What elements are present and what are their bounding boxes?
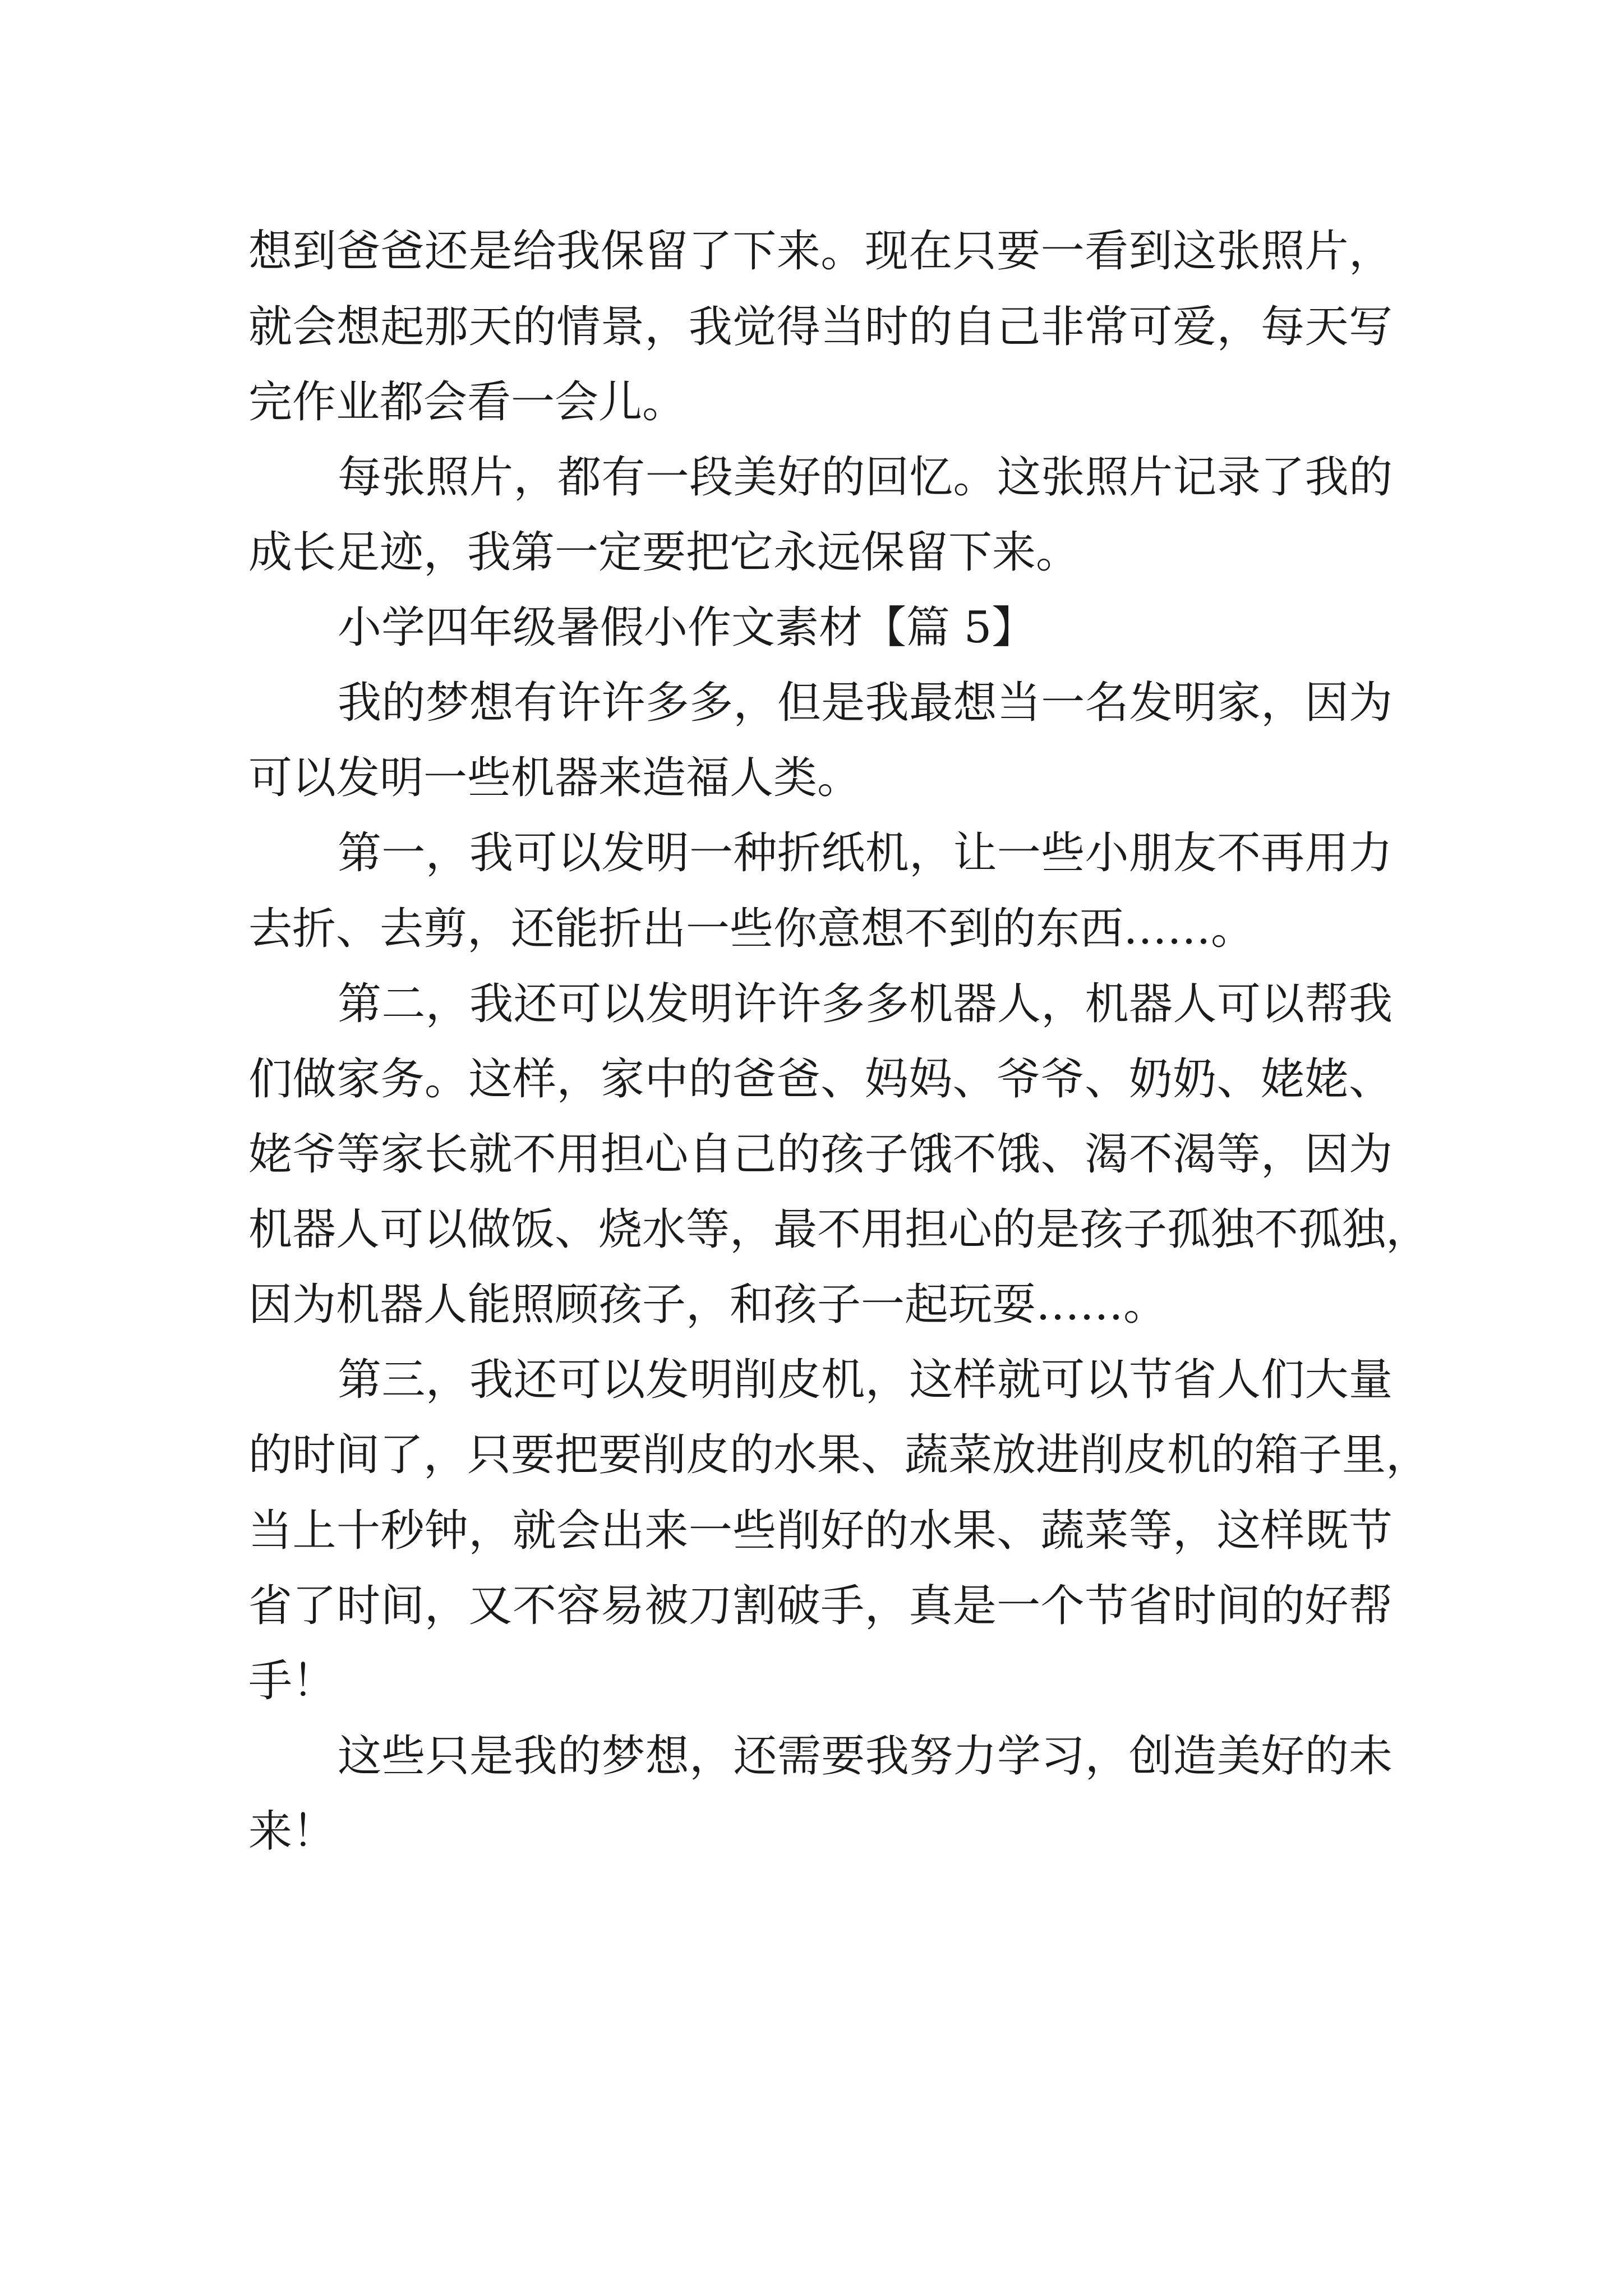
text-line: 当上十秒钟，就会出来一些削好的水果、蔬菜等，这样既节 xyxy=(248,1506,1393,1556)
text-line: 的时间了，只要把要削皮的水果、蔬菜放进削皮机的箱子里， xyxy=(248,1430,1430,1480)
text-line: 第二，我还可以发明许许多多机器人，机器人可以帮我 xyxy=(338,979,1393,1029)
section-heading: 小学四年级暑假小作文素材【篇 5】 xyxy=(338,602,1036,653)
text-line: 姥爷等家长就不用担心自己的孩子饿不饿、渴不渴等，因为 xyxy=(248,1129,1393,1180)
text-line: 手！ xyxy=(248,1656,336,1706)
text-line: 们做家务。这样，家中的爸爸、妈妈、爷爷、奶奶、姥姥、 xyxy=(248,1054,1393,1105)
text-line: 机器人可以做饭、烧水等，最不用担心的是孩子孤独不孤独， xyxy=(248,1204,1430,1255)
text-line: 成长足迹，我第一定要把它永远保留下来。 xyxy=(248,527,1080,578)
text-line: 我的梦想有许许多多，但是我最想当一名发明家，因为 xyxy=(338,678,1393,728)
text-line: 来！ xyxy=(248,1806,336,1857)
text-line: 去折、去剪，还能折出一些你意想不到的东西……。 xyxy=(248,904,1255,954)
text-line: 因为机器人能照顾孩子，和孩子一起玩耍……。 xyxy=(248,1280,1168,1330)
text-line: 第一，我可以发明一种折纸机，让一些小朋友不再用力 xyxy=(338,828,1393,878)
text-line: 就会想起那天的情景，我觉得当时的自己非常可爱，每天写 xyxy=(248,302,1393,352)
text-line: 完作业都会看一会儿。 xyxy=(248,377,686,427)
text-line: 每张照片，都有一段美好的回忆。这张照片记录了我的 xyxy=(338,452,1393,503)
text-line: 想到爸爸还是给我保留了下来。现在只要一看到这张照片， xyxy=(248,226,1393,277)
text-line: 可以发明一些机器来造福人类。 xyxy=(248,753,861,803)
text-line: 这些只是我的梦想，还需要我努力学习，创造美好的未 xyxy=(338,1731,1393,1782)
text-line: 省了时间，又不容易被刀割破手，真是一个节省时间的好帮 xyxy=(248,1581,1393,1631)
text-line: 第三，我还可以发明削皮机，这样就可以节省人们大量 xyxy=(338,1355,1393,1405)
